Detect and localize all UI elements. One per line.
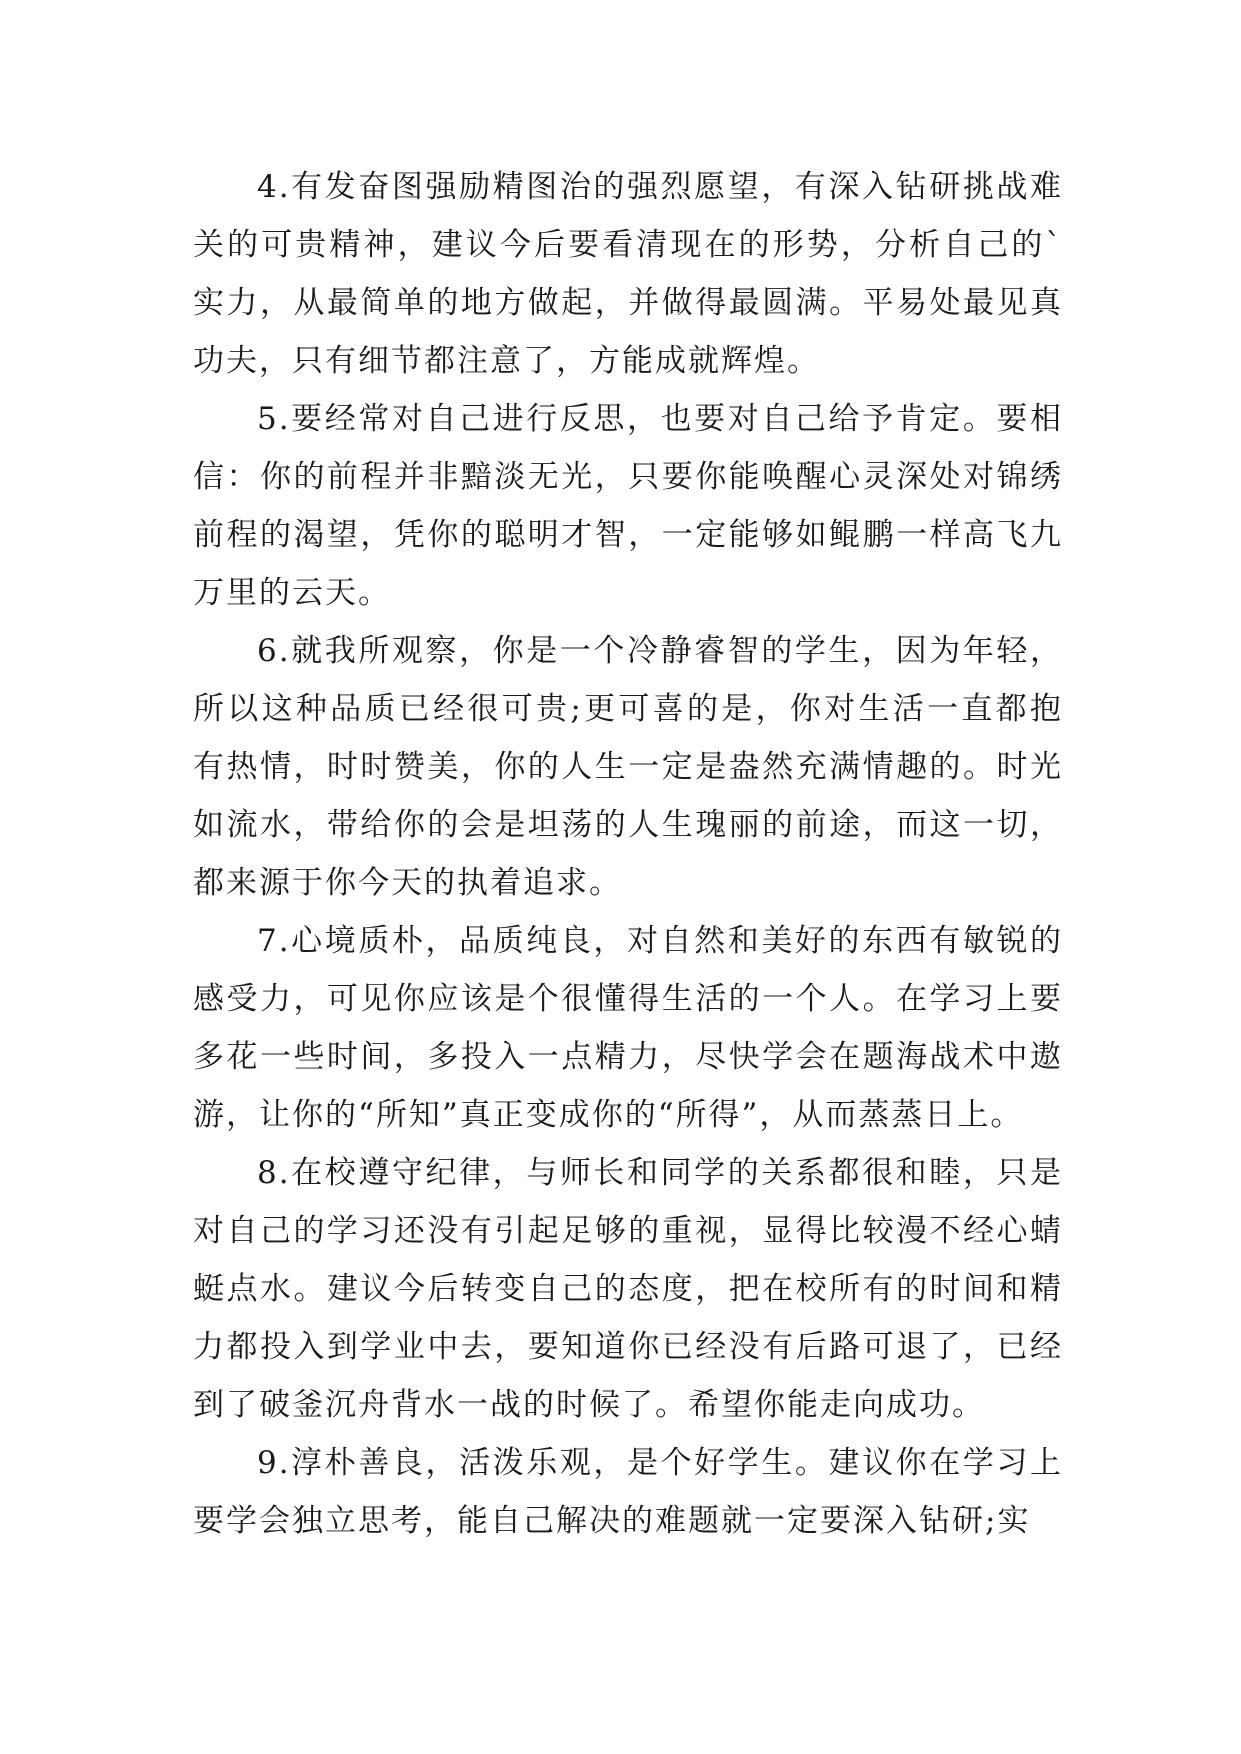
- document-body: [193, 158, 1063, 1550]
- paragraph-9: 9.淳朴善良，活泼乐观，是个好学生。建议你在学习上要学会独立思考，能自己解决的难题就一定要深入钻研;实: [193, 1445, 1063, 1539]
- paragraph-6: 6.就我所观察，你是一个冷静睿智的学生，因为年轻，所以这种品质已经很可贵;更可喜的是，你对生活一直都抱有热情，时时赞美，你的人生一定是盎然充满情趣的。时光如流水，带给你的会是坦荡的人生瑰丽的前途，而这一切，都来源于你今天的执着追求。: [193, 633, 1063, 901]
- paragraph-5: 5.要经常对自己进行反思，也要对自己给予肯定。要相信：你的前程并非黯淡无光，只要你能唤醒心灵深处对锦绣前程的渴望，凭你的聪明才智，一定能够如鲲鹏一样高飞九万里的云天。: [193, 401, 1063, 611]
- paragraph-4: 4.有发奋图强励精图治的强烈愿望，有深入钻研挑战难关的可贵精神，建议今后要看清现在的形势，分析自己的`实力，从最简单的地方做起，并做得最圆满。平易处最见真功夫，只有细节都注意了，方能成就辉煌。: [193, 169, 1063, 379]
- paragraph-8: 8.在校遵守纪律，与师长和同学的关系都很和睦，只是对自己的学习还没有引起足够的重视，显得比较漫不经心蜻蜓点水。建议今后转变自己的态度，把在校所有的时间和精力都投入到学业中去，要知道你已经没有后路可退了，已经到了破釜沉舟背水一战的时候了。希望你能走向成功。: [193, 1155, 1063, 1423]
- paragraph-7: 7.心境质朴，品质纯良，对自然和美好的东西有敏锐的感受力，可见你应该是个很懂得生活的一个人。在学习上要多花一些时间，多投入一点精力，尽快学会在题海战术中遨游，让你的“所知”真正变成你的“所得”，从而蒸蒸日上。: [193, 923, 1063, 1133]
